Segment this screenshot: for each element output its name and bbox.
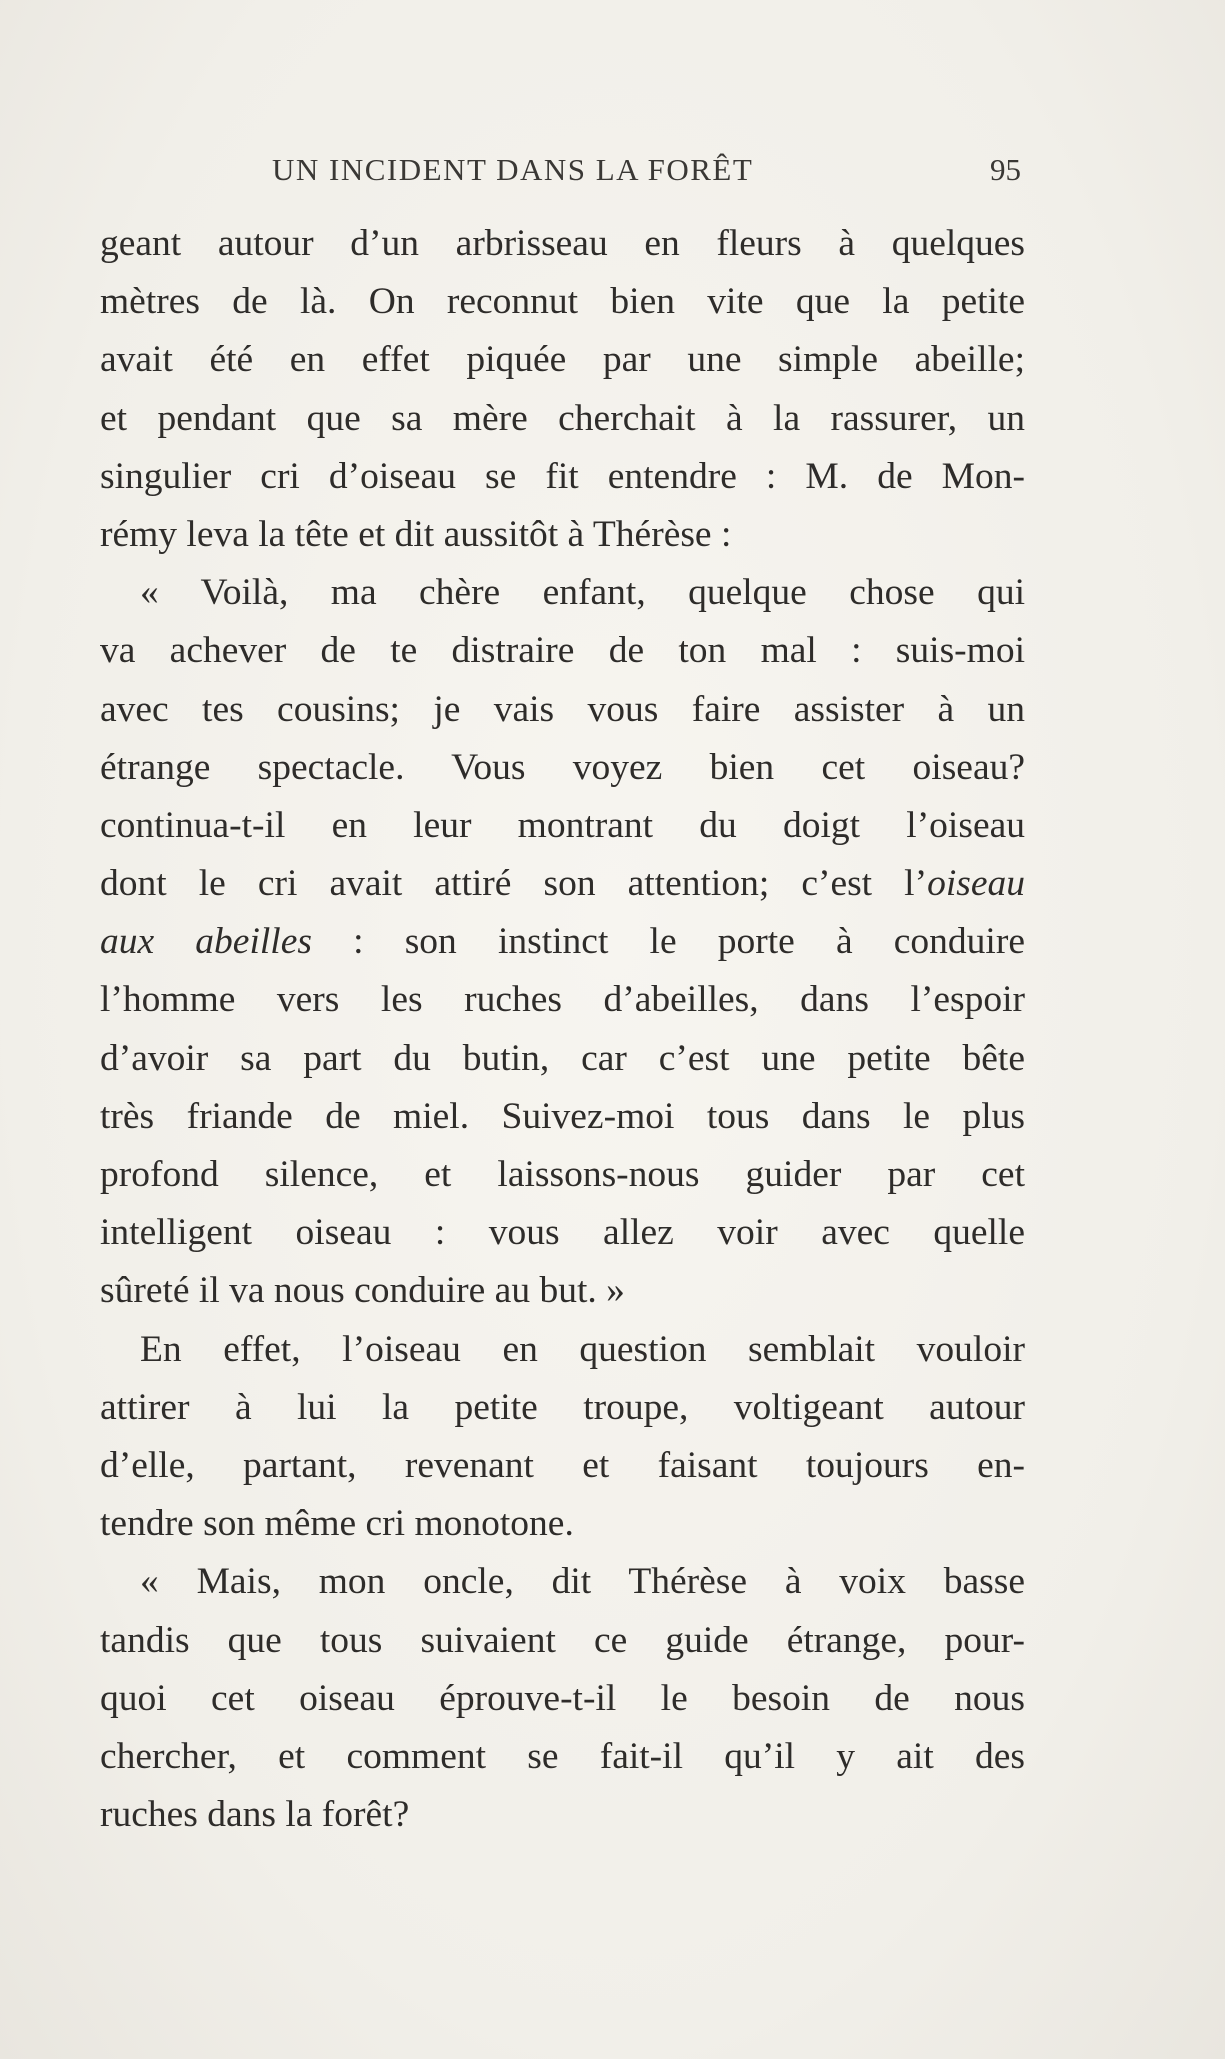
italic-term: oiseau xyxy=(927,863,1025,905)
text-line: d’elle, partant, revenant et faisant toujours en- xyxy=(100,1444,1025,1486)
text-line: « Mais, mon oncle, dit Thérèse à voix basse xyxy=(140,1561,1025,1603)
text-line: « Voilà, ma chère enfant, quelque chose qui xyxy=(140,572,1025,614)
text-line: profond silence, et laissons-nous guider par cet xyxy=(100,1154,1025,1195)
text-line: d’avoir sa part du butin, car c’est une petite bête xyxy=(100,1037,1025,1079)
text-line: étrange spectacle. Vous voyez bien cet oiseau? xyxy=(100,746,1025,788)
text-line: geant autour d’un arbrisseau en fleurs à quelques xyxy=(100,223,1025,264)
text-line: tendre son même cri monotone. xyxy=(100,1503,574,1545)
text-line: sûreté il va nous conduire au but. » xyxy=(100,1270,625,1312)
text-line xyxy=(100,913,1025,971)
text-line: tandis que tous suivaient ce guide étrange, pour- xyxy=(100,1619,1025,1661)
text-line: En effet, l’oiseau en question semblait vouloir xyxy=(140,1328,1025,1370)
text-line: avec tes cousins; je vais vous faire assister à un xyxy=(100,688,1025,730)
text-line: mètres de là. On reconnut bien vite que la petite xyxy=(100,281,1025,323)
text-line: et pendant que sa mère cherchait à la rassurer, un xyxy=(100,397,1025,439)
text-line: ruches dans la forêt? xyxy=(100,1794,410,1836)
page-number: 95 xyxy=(990,152,1021,187)
running-title: UN INCIDENT DANS LA FORÊT xyxy=(272,152,754,187)
text-line xyxy=(100,855,1025,913)
italic-term: aux abeilles xyxy=(100,921,312,963)
text-line: attirer à lui la petite troupe, voltigeant autour xyxy=(100,1386,1025,1428)
text-line: va achever de te distraire de ton mal : suis-moi xyxy=(100,630,1025,672)
text-segment: dont le cri avait attiré son attention; c’est l’ xyxy=(100,863,928,905)
text-line: très friande de miel. Suivez-moi tous dans le plus xyxy=(100,1095,1025,1137)
text-line: quoi cet oiseau éprouve-t-il le besoin de nous xyxy=(100,1677,1025,1719)
text-line: chercher, et comment se fait-il qu’il y ait des xyxy=(100,1735,1025,1777)
text-line: avait été en effet piquée par une simple abeille; xyxy=(100,339,1025,381)
page-header xyxy=(100,152,1025,200)
text-line: continua-t-il en leur montrant du doigt l’oiseau xyxy=(100,804,1025,846)
text-line: intelligent oiseau : vous allez voir avec quelle xyxy=(100,1212,1025,1254)
text-line: rémy leva la tête et dit aussitôt à Thérèse : xyxy=(100,513,732,555)
text-line: singulier cri d’oiseau se fit entendre : M. de Mon- xyxy=(100,455,1025,497)
body-text xyxy=(100,215,1025,1844)
text-segment: : son instinct le porte à conduire xyxy=(311,921,1025,963)
text-line: l’homme vers les ruches d’abeilles, dans l’espoir xyxy=(100,979,1025,1021)
